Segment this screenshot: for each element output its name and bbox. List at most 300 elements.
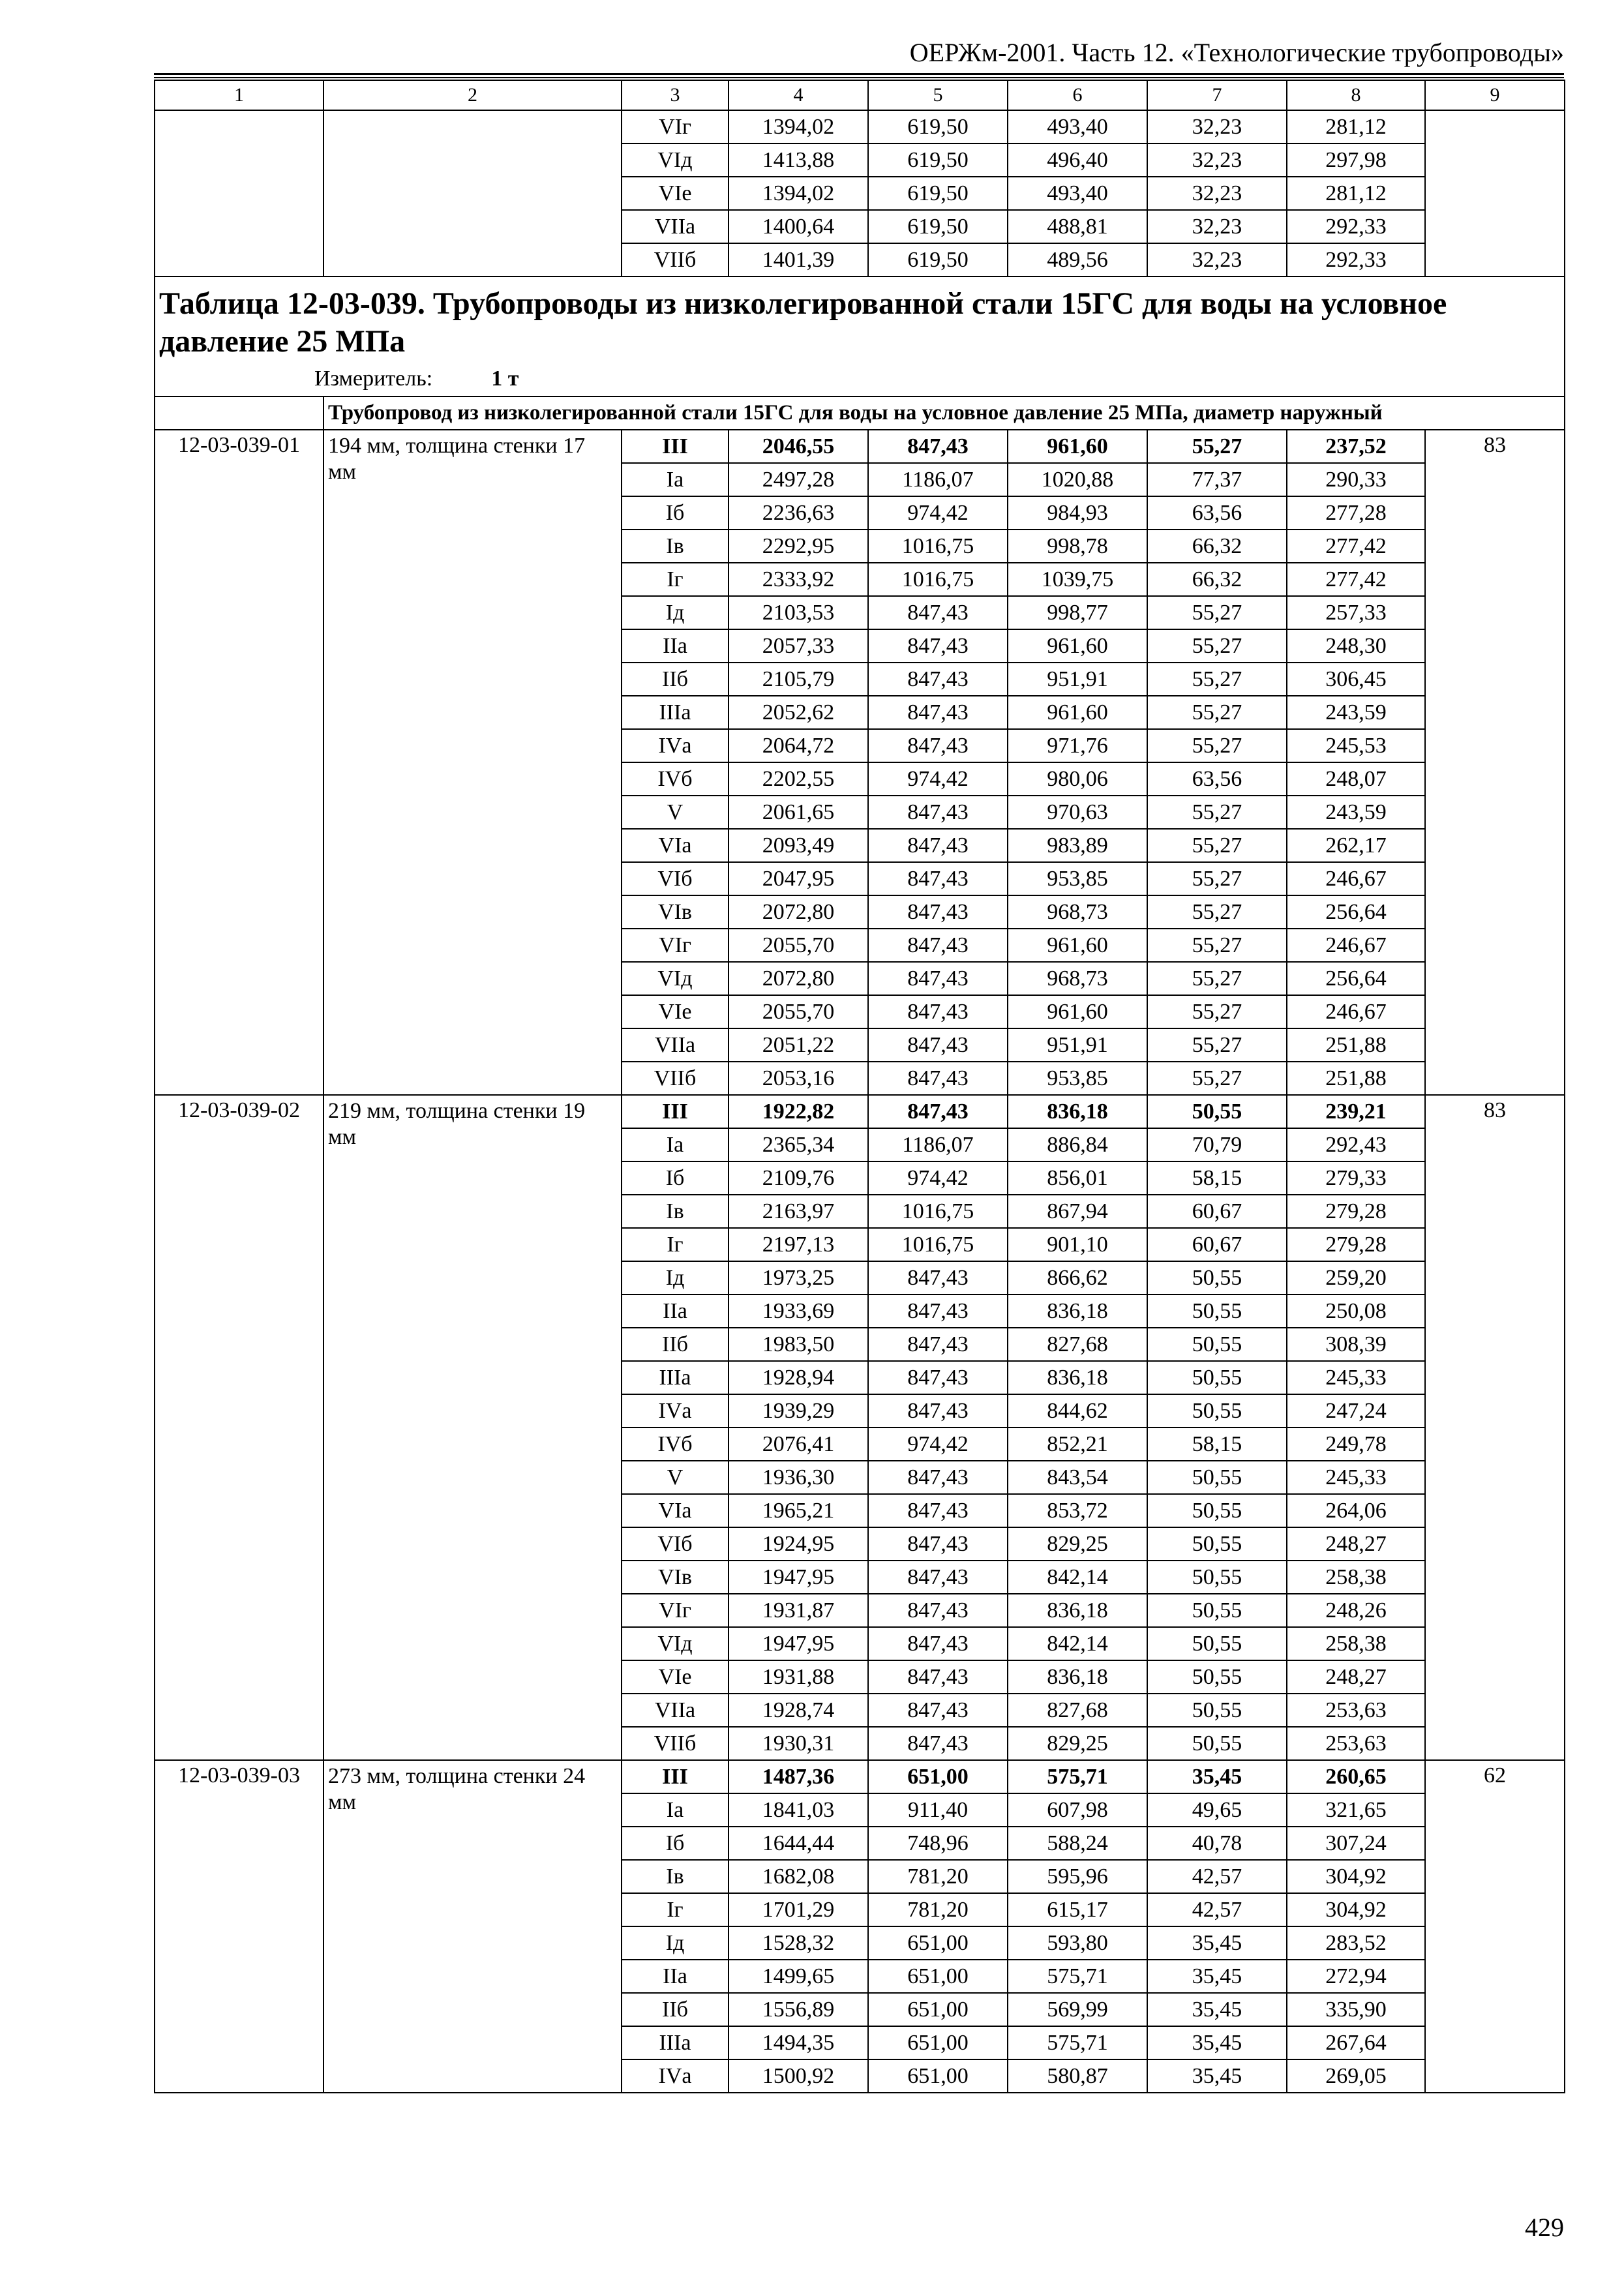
column-number: 5 (868, 80, 1008, 110)
value-cell: 974,42 (868, 496, 1008, 530)
value-cell: 35,45 (1147, 2026, 1287, 2059)
value-cell: 251,88 (1287, 1062, 1425, 1095)
value-cell: 58,15 (1147, 1428, 1287, 1461)
value-cell: 886,84 (1008, 1128, 1147, 1161)
value-cell: 50,55 (1147, 1627, 1287, 1660)
value-cell: 50,55 (1147, 1494, 1287, 1527)
value-cell: 308,39 (1287, 1328, 1425, 1361)
category-cell: VIд (622, 962, 729, 995)
value-cell: 615,17 (1008, 1893, 1147, 1926)
value-cell: 974,42 (868, 762, 1008, 796)
category-cell: Iб (622, 496, 729, 530)
value-cell: 2365,34 (729, 1128, 868, 1161)
value-cell: 237,52 (1287, 430, 1425, 463)
value-cell: 847,43 (868, 1594, 1008, 1627)
value-cell: 619,50 (868, 243, 1008, 277)
value-cell: 847,43 (868, 1627, 1008, 1660)
value-cell: 1936,30 (729, 1461, 868, 1494)
value-cell: 50,55 (1147, 1294, 1287, 1328)
value-cell: 63,56 (1147, 762, 1287, 796)
value-cell: 836,18 (1008, 1095, 1147, 1128)
value-cell: 1933,69 (729, 1294, 868, 1328)
value-cell: 32,23 (1147, 143, 1287, 177)
value-cell: 1939,29 (729, 1394, 868, 1428)
value-cell: 55,27 (1147, 729, 1287, 762)
value-cell: 974,42 (868, 1161, 1008, 1195)
value-cell: 842,14 (1008, 1561, 1147, 1594)
value-cell: 66,32 (1147, 530, 1287, 563)
unit-value: 1 т (491, 367, 519, 391)
value-cell: 60,67 (1147, 1195, 1287, 1228)
value-cell: 829,25 (1008, 1527, 1147, 1561)
value-cell: 2333,92 (729, 563, 868, 596)
value-cell: 856,01 (1008, 1161, 1147, 1195)
value-cell: 246,67 (1287, 929, 1425, 962)
category-cell: IVб (622, 762, 729, 796)
value-cell: 847,43 (868, 1328, 1008, 1361)
value-cell: 249,78 (1287, 1428, 1425, 1461)
value-cell: 304,92 (1287, 1860, 1425, 1893)
value-cell: 2109,76 (729, 1161, 868, 1195)
value-cell: 847,43 (868, 663, 1008, 696)
category-cell: VIв (622, 1561, 729, 1594)
column-number: 3 (622, 80, 729, 110)
value-cell: 1020,88 (1008, 463, 1147, 496)
value-cell: 1928,74 (729, 1694, 868, 1727)
value-cell: 32,23 (1147, 177, 1287, 210)
value-cell: 836,18 (1008, 1361, 1147, 1394)
value-cell: 911,40 (868, 1793, 1008, 1827)
value-cell: 55,27 (1147, 995, 1287, 1028)
value-cell: 1401,39 (729, 243, 868, 277)
value-cell: 961,60 (1008, 629, 1147, 663)
value-cell: 248,07 (1287, 762, 1425, 796)
value-cell: 1947,95 (729, 1561, 868, 1594)
value-cell: 55,27 (1147, 829, 1287, 862)
value-cell: 279,28 (1287, 1228, 1425, 1261)
value-cell: 1931,87 (729, 1594, 868, 1627)
value-cell: 1701,29 (729, 1893, 868, 1926)
value-cell: 281,12 (1287, 110, 1425, 143)
value-cell: 277,42 (1287, 530, 1425, 563)
value-cell: 575,71 (1008, 1960, 1147, 1993)
category-cell: VIг (622, 1594, 729, 1627)
value-cell: 1400,64 (729, 210, 868, 243)
value-cell: 260,65 (1287, 1760, 1425, 1793)
value-cell: 2072,80 (729, 895, 868, 929)
value-cell: 842,14 (1008, 1627, 1147, 1660)
value-cell: 50,55 (1147, 1694, 1287, 1727)
value-cell: 2046,55 (729, 430, 868, 463)
category-cell: VIе (622, 177, 729, 210)
category-cell: Iа (622, 1793, 729, 1827)
value-cell: 847,43 (868, 929, 1008, 962)
value-cell: 651,00 (868, 2059, 1008, 2093)
value-cell: 2072,80 (729, 962, 868, 995)
value-cell: 243,59 (1287, 696, 1425, 729)
value-cell: 2055,70 (729, 929, 868, 962)
value-cell: 2202,55 (729, 762, 868, 796)
category-cell: VIIа (622, 1028, 729, 1062)
value-cell: 1016,75 (868, 530, 1008, 563)
value-cell: 847,43 (868, 629, 1008, 663)
value-cell: 781,20 (868, 1860, 1008, 1893)
category-cell: IVа (622, 1394, 729, 1428)
value-cell: 256,64 (1287, 895, 1425, 929)
value-cell: 283,52 (1287, 1926, 1425, 1960)
value-cell: 961,60 (1008, 995, 1147, 1028)
value-cell: 42,57 (1147, 1893, 1287, 1926)
value-cell: 847,43 (868, 696, 1008, 729)
category-cell: Iб (622, 1827, 729, 1860)
value-cell: 248,27 (1287, 1660, 1425, 1694)
category-cell: IIа (622, 629, 729, 663)
value-cell: 50,55 (1147, 1527, 1287, 1561)
value-cell: 1644,44 (729, 1827, 868, 1860)
value-cell: 253,63 (1287, 1727, 1425, 1760)
value-cell: 847,43 (868, 862, 1008, 895)
rates-table (154, 80, 1565, 2093)
value-cell: 968,73 (1008, 962, 1147, 995)
category-cell: VIа (622, 829, 729, 862)
value-cell: 2061,65 (729, 796, 868, 829)
value-cell: 847,43 (868, 995, 1008, 1028)
category-cell: IIб (622, 1993, 729, 2026)
value-cell: 1922,82 (729, 1095, 868, 1128)
value-cell: 1186,07 (868, 1128, 1008, 1161)
value-cell: 1965,21 (729, 1494, 868, 1527)
value-cell: 1039,75 (1008, 563, 1147, 596)
value-cell: 304,92 (1287, 1893, 1425, 1926)
value-cell: 70,79 (1147, 1128, 1287, 1161)
value-cell: 248,26 (1287, 1594, 1425, 1627)
column-number: 9 (1425, 80, 1565, 110)
value-cell: 247,24 (1287, 1394, 1425, 1428)
value-cell: 264,06 (1287, 1494, 1425, 1527)
value-cell: 951,91 (1008, 663, 1147, 696)
value-cell: 55,27 (1147, 430, 1287, 463)
value-cell: 258,38 (1287, 1561, 1425, 1594)
value-cell: 42,57 (1147, 1860, 1287, 1893)
value-cell: 307,24 (1287, 1827, 1425, 1860)
value-cell: 2163,97 (729, 1195, 868, 1228)
category-cell: V (622, 1461, 729, 1494)
value-cell: 2236,63 (729, 496, 868, 530)
value-cell: 847,43 (868, 1095, 1008, 1128)
value-cell: 257,33 (1287, 596, 1425, 629)
category-cell: IIб (622, 1328, 729, 1361)
value-cell: 575,71 (1008, 2026, 1147, 2059)
value-cell: 1186,07 (868, 463, 1008, 496)
value-cell: 253,63 (1287, 1694, 1425, 1727)
value-cell: 297,98 (1287, 143, 1425, 177)
table-row (155, 430, 1565, 463)
value-cell: 1841,03 (729, 1793, 868, 1827)
value-cell: 277,42 (1287, 563, 1425, 596)
value-cell: 251,88 (1287, 1028, 1425, 1062)
value-cell: 248,30 (1287, 629, 1425, 663)
category-cell: VIд (622, 1627, 729, 1660)
value-cell: 2093,49 (729, 829, 868, 862)
value-cell: 1528,32 (729, 1926, 868, 1960)
value-cell: 961,60 (1008, 696, 1147, 729)
value-cell: 575,71 (1008, 1760, 1147, 1793)
value-cell: 1016,75 (868, 563, 1008, 596)
value-cell: 951,91 (1008, 1028, 1147, 1062)
value-cell: 580,87 (1008, 2059, 1147, 2093)
value-cell: 55,27 (1147, 696, 1287, 729)
value-cell: 847,43 (868, 1494, 1008, 1527)
value-cell: 269,05 (1287, 2059, 1425, 2093)
value-cell: 847,43 (868, 962, 1008, 995)
value-cell: 847,43 (868, 1261, 1008, 1294)
column-numbers-row (155, 80, 1565, 110)
item-description: 194 мм, толщина стенки 17 мм (323, 430, 622, 1095)
value-cell: 847,43 (868, 430, 1008, 463)
value-cell: 847,43 (868, 1694, 1008, 1727)
value-cell: 998,77 (1008, 596, 1147, 629)
count-cell-empty (1425, 110, 1565, 277)
value-cell: 1973,25 (729, 1261, 868, 1294)
value-cell: 847,43 (868, 796, 1008, 829)
value-cell: 2064,72 (729, 729, 868, 762)
value-cell: 1494,35 (729, 2026, 868, 2059)
item-code: 12-03-039-02 (155, 1095, 323, 1760)
value-cell: 836,18 (1008, 1294, 1147, 1328)
value-cell: 953,85 (1008, 1062, 1147, 1095)
category-cell: III (622, 430, 729, 463)
category-cell: IVб (622, 1428, 729, 1461)
header-rule-thin (154, 77, 1564, 78)
value-cell: 55,27 (1147, 895, 1287, 929)
value-cell: 827,68 (1008, 1694, 1147, 1727)
value-cell: 63,56 (1147, 496, 1287, 530)
category-cell: IIа (622, 1960, 729, 1993)
category-cell: Iв (622, 1195, 729, 1228)
unit-line (159, 365, 1560, 393)
item-code: 12-03-039-01 (155, 430, 323, 1095)
category-cell: III (622, 1095, 729, 1128)
category-cell: VIг (622, 929, 729, 962)
value-cell: 55,27 (1147, 962, 1287, 995)
value-cell: 248,27 (1287, 1527, 1425, 1561)
value-cell: 279,28 (1287, 1195, 1425, 1228)
value-cell: 847,43 (868, 596, 1008, 629)
value-cell: 250,08 (1287, 1294, 1425, 1328)
value-cell: 66,32 (1147, 563, 1287, 596)
value-cell: 245,53 (1287, 729, 1425, 762)
value-cell: 866,62 (1008, 1261, 1147, 1294)
value-cell: 953,85 (1008, 862, 1147, 895)
value-cell: 258,38 (1287, 1627, 1425, 1660)
value-cell: 335,90 (1287, 1993, 1425, 2026)
value-cell: 50,55 (1147, 1594, 1287, 1627)
category-cell: VIIа (622, 1694, 729, 1727)
category-cell: IIIа (622, 696, 729, 729)
category-cell: Iг (622, 563, 729, 596)
value-cell: 50,55 (1147, 1727, 1287, 1760)
category-cell: Iг (622, 1893, 729, 1926)
value-cell: 619,50 (868, 210, 1008, 243)
value-cell: 651,00 (868, 1960, 1008, 1993)
value-cell: 267,64 (1287, 2026, 1425, 2059)
value-cell: 2103,53 (729, 596, 868, 629)
table-title-cell (155, 277, 1565, 396)
value-cell: 259,20 (1287, 1261, 1425, 1294)
value-cell: 1556,89 (729, 1993, 868, 2026)
value-cell: 32,23 (1147, 210, 1287, 243)
value-cell: 2047,95 (729, 862, 868, 895)
value-cell: 246,67 (1287, 995, 1425, 1028)
value-cell: 847,43 (868, 1561, 1008, 1594)
value-cell: 1924,95 (729, 1527, 868, 1561)
value-cell: 2055,70 (729, 995, 868, 1028)
value-cell: 1016,75 (868, 1228, 1008, 1261)
value-cell: 262,17 (1287, 829, 1425, 862)
category-cell: VIIб (622, 1062, 729, 1095)
value-cell: 619,50 (868, 110, 1008, 143)
value-cell: 1487,36 (729, 1760, 868, 1793)
value-cell: 55,27 (1147, 1028, 1287, 1062)
value-cell: 55,27 (1147, 929, 1287, 962)
table-row (155, 1095, 1565, 1128)
value-cell: 246,67 (1287, 862, 1425, 895)
value-cell: 50,55 (1147, 1261, 1287, 1294)
value-cell: 50,55 (1147, 1095, 1287, 1128)
item-description: 219 мм, толщина стенки 19 мм (323, 1095, 622, 1760)
value-cell: 50,55 (1147, 1361, 1287, 1394)
item-count: 83 (1425, 1095, 1565, 1760)
value-cell: 35,45 (1147, 1926, 1287, 1960)
value-cell: 968,73 (1008, 895, 1147, 929)
code-cell-empty (155, 110, 323, 277)
value-cell: 2497,28 (729, 463, 868, 496)
value-cell: 984,93 (1008, 496, 1147, 530)
column-number: 2 (323, 80, 622, 110)
category-cell: VIе (622, 1660, 729, 1694)
value-cell: 998,78 (1008, 530, 1147, 563)
value-cell: 40,78 (1147, 1827, 1287, 1860)
value-cell: 651,00 (868, 1993, 1008, 2026)
value-cell: 50,55 (1147, 1394, 1287, 1428)
value-cell: 974,42 (868, 1428, 1008, 1461)
category-cell: VIб (622, 1527, 729, 1561)
category-cell: VIг (622, 110, 729, 143)
value-cell: 50,55 (1147, 1561, 1287, 1594)
table-title-row (155, 277, 1565, 396)
value-cell: 60,67 (1147, 1228, 1287, 1261)
value-cell: 1500,92 (729, 2059, 868, 2093)
value-cell: 961,60 (1008, 430, 1147, 463)
value-cell: 49,65 (1147, 1793, 1287, 1827)
value-cell: 2057,33 (729, 629, 868, 663)
value-cell: 2076,41 (729, 1428, 868, 1461)
value-cell: 827,68 (1008, 1328, 1147, 1361)
value-cell: 1930,31 (729, 1727, 868, 1760)
item-count: 83 (1425, 430, 1565, 1095)
category-cell: IVа (622, 729, 729, 762)
category-cell: Iд (622, 1261, 729, 1294)
value-cell: 493,40 (1008, 177, 1147, 210)
value-cell: 847,43 (868, 1527, 1008, 1561)
category-cell: IVа (622, 2059, 729, 2093)
category-cell: VIе (622, 995, 729, 1028)
category-cell: VIIб (622, 1727, 729, 1760)
running-header: ОЕРЖм-2001. Часть 12. «Технологические трубопроводы» (909, 38, 1564, 67)
value-cell: 847,43 (868, 1062, 1008, 1095)
value-cell: 493,40 (1008, 110, 1147, 143)
value-cell: 1016,75 (868, 1195, 1008, 1228)
header-rule (154, 73, 1564, 75)
value-cell: 1928,94 (729, 1361, 868, 1394)
value-cell: 279,33 (1287, 1161, 1425, 1195)
value-cell: 32,23 (1147, 243, 1287, 277)
value-cell: 847,43 (868, 1461, 1008, 1494)
category-cell: VIв (622, 895, 729, 929)
value-cell: 488,81 (1008, 210, 1147, 243)
value-cell: 983,89 (1008, 829, 1147, 862)
value-cell: 1682,08 (729, 1860, 868, 1893)
value-cell: 239,21 (1287, 1095, 1425, 1128)
category-cell: Iб (622, 1161, 729, 1195)
value-cell: 35,45 (1147, 1760, 1287, 1793)
value-cell: 306,45 (1287, 663, 1425, 696)
value-cell: 321,65 (1287, 1793, 1425, 1827)
value-cell: 281,12 (1287, 177, 1425, 210)
value-cell: 292,33 (1287, 210, 1425, 243)
category-cell: IIIа (622, 2026, 729, 2059)
value-cell: 961,60 (1008, 929, 1147, 962)
column-number: 1 (155, 80, 323, 110)
value-cell: 35,45 (1147, 1993, 1287, 2026)
value-cell: 843,54 (1008, 1461, 1147, 1494)
value-cell: 2292,95 (729, 530, 868, 563)
value-cell: 245,33 (1287, 1461, 1425, 1494)
column-number: 6 (1008, 80, 1147, 110)
item-count: 62 (1425, 1760, 1565, 2093)
table-row (155, 1760, 1565, 1793)
value-cell: 1983,50 (729, 1328, 868, 1361)
value-cell: 496,40 (1008, 143, 1147, 177)
value-cell: 847,43 (868, 895, 1008, 929)
value-cell: 1394,02 (729, 177, 868, 210)
value-cell: 844,62 (1008, 1394, 1147, 1428)
value-cell: 55,27 (1147, 629, 1287, 663)
unit-label: Измеритель: (314, 367, 433, 391)
category-cell: Iд (622, 1926, 729, 1960)
value-cell: 901,10 (1008, 1228, 1147, 1261)
value-cell: 781,20 (868, 1893, 1008, 1926)
value-cell: 35,45 (1147, 1960, 1287, 1993)
value-cell: 847,43 (868, 1394, 1008, 1428)
group-title-row (155, 396, 1565, 430)
value-cell: 55,27 (1147, 862, 1287, 895)
value-cell: 980,06 (1008, 762, 1147, 796)
value-cell: 619,50 (868, 143, 1008, 177)
page-number: 429 (1525, 2213, 1564, 2242)
category-cell: IIIа (622, 1361, 729, 1394)
category-cell: VIIб (622, 243, 729, 277)
value-cell: 593,80 (1008, 1926, 1147, 1960)
category-cell: VIб (622, 862, 729, 895)
value-cell: 595,96 (1008, 1860, 1147, 1893)
value-cell: 50,55 (1147, 1328, 1287, 1361)
value-cell: 35,45 (1147, 2059, 1287, 2093)
value-cell: 847,43 (868, 829, 1008, 862)
value-cell: 290,33 (1287, 463, 1425, 496)
value-cell: 58,15 (1147, 1161, 1287, 1195)
value-cell: 569,99 (1008, 1993, 1147, 2026)
